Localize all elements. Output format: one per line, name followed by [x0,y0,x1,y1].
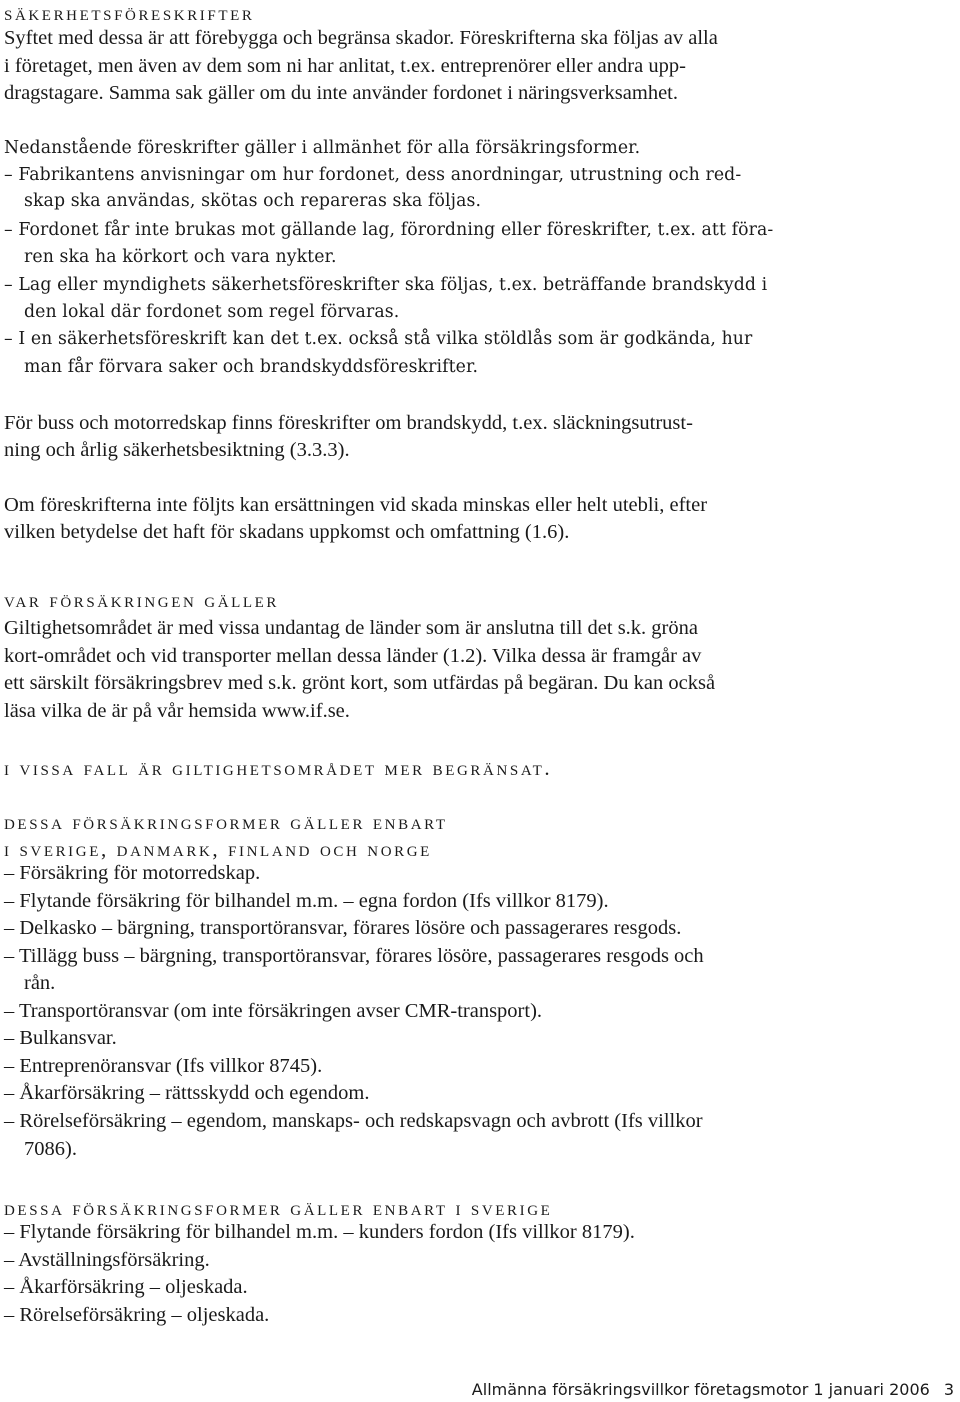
text-line: Giltighetsområdet är med vissa undantag de länder som är anslutna till det s.k. gröna [4,617,698,639]
text-line: i företaget, men även av dem som ni har anlitat, t.ex. entreprenörer eller andra upp- [4,55,686,77]
page-footer [472,1380,954,1400]
text-line: Syftet med dessa är att förebygga och begränsa skador. Föreskrifterna ska följas av alla [4,27,718,49]
list-item: – Transportöransvar (om inte försäkringen avser CMR-transport). [4,1000,543,1022]
list-item: – Flytande försäkring för bilhandel m.m. – kunders fordon (Ifs villkor 8179). [4,1221,635,1243]
section-heading-nordic: dessa försäkringsformer gäller enbart [4,810,448,834]
text-line: vilken betydelse det haft för skadans uppkomst och omfattning (1.6). [4,521,570,543]
list-item: – Flytande försäkring för bilhandel m.m. – egna fordon (Ifs villkor 8179). [4,890,609,912]
text-line: För buss och motorredskap finns föreskrifter om brandskydd, t.ex. släckningsutrust- [4,412,693,434]
bullet-continuation: ren ska ha körkort och vara nykter. [24,247,337,267]
bullet-line: – Lag eller myndighets säkerhetsföreskrifter ska följas, t.ex. beträffande brandskydd i [4,275,768,295]
list-item: – Delkasko – bärgning, transportöransvar, förares lösöre och passagerares resgods. [4,917,682,939]
list-item: – Åkarförsäkring – rättsskydd och egendom. [4,1082,370,1104]
footer-title: Allmänna försäkringsvillkor företagsmotor 1 januari 2006 [471,1380,930,1399]
list-item: – Tillägg buss – bärgning, transportöransvar, förares lösöre, passagerares resgods och [4,945,704,967]
section-heading-safety: säkerhetsföreskrifter [4,1,255,25]
text-line: Om föreskrifterna inte följts kan ersättningen vid skada minskas eller helt utebli, efter [4,494,708,516]
section-heading-nordic-countries: i sverige, danmark, finland och norge [4,837,432,861]
section-heading-sweden: dessa försäkringsformer gäller enbart i sverige [4,1196,553,1220]
bullet-continuation: man får förvara saker och brandskyddsföreskrifter. [24,357,479,377]
list-item: – Avställningsförsäkring. [4,1249,210,1271]
text-line: ning och årlig säkerhetsbesiktning (3.3.3). [4,439,350,461]
bullet-line: – Fordonet får inte brukas mot gällande lag, förordning eller föreskrifter, t.ex. att föra- [4,220,774,240]
list-item: – Rörelseförsäkring – egendom, manskaps- och redskapsvagn och avbrott (Ifs villkor [4,1110,703,1132]
list-item-continuation: 7086). [24,1138,77,1160]
page-number: 3 [943,1380,954,1399]
list-item: – Rörelseförsäkring – oljeskada. [4,1304,270,1326]
list-item: – Åkarförsäkring – oljeskada. [4,1276,248,1298]
text-line: Nedanstående föreskrifter gäller i allmänhet för alla försäkringsformer. [4,138,641,158]
bullet-continuation: skap ska användas, skötas och repareras ska följas. [24,191,482,211]
list-item: – Bulkansvar. [4,1027,117,1049]
bullet-line: – I en säkerhetsföreskrift kan det t.ex. också stå vilka stöldlås som är godkända, hur [4,329,753,349]
bullet-line: – Fabrikantens anvisningar om hur fordonet, dess anordningar, utrustning och red- [4,165,742,185]
bullet-continuation: den lokal där fordonet som regel förvaras. [24,302,400,322]
text-line: kort-området och vid transporter mellan dessa länder (1.2). Vilka dessa är framgår av [4,645,702,667]
list-item: – Entreprenöransvar (Ifs villkor 8745). [4,1055,323,1077]
list-item: – Försäkring för motorredskap. [4,862,261,884]
section-heading-limited: i vissa fall är giltighetsområdet mer begränsat. [4,756,553,780]
text-line: ett särskilt försäkringsbrev med s.k. grönt kort, som utfärdas på begäran. Du kan också [4,672,716,694]
text-line: läsa vilka de är på vår hemsida www.if.se. [4,700,350,722]
list-item-continuation: rån. [24,972,56,994]
text-line: dragstagare. Samma sak gäller om du inte använder fordonet i näringsverksamhet. [4,82,678,104]
section-heading-where: var försäkringen gäller [4,588,280,612]
